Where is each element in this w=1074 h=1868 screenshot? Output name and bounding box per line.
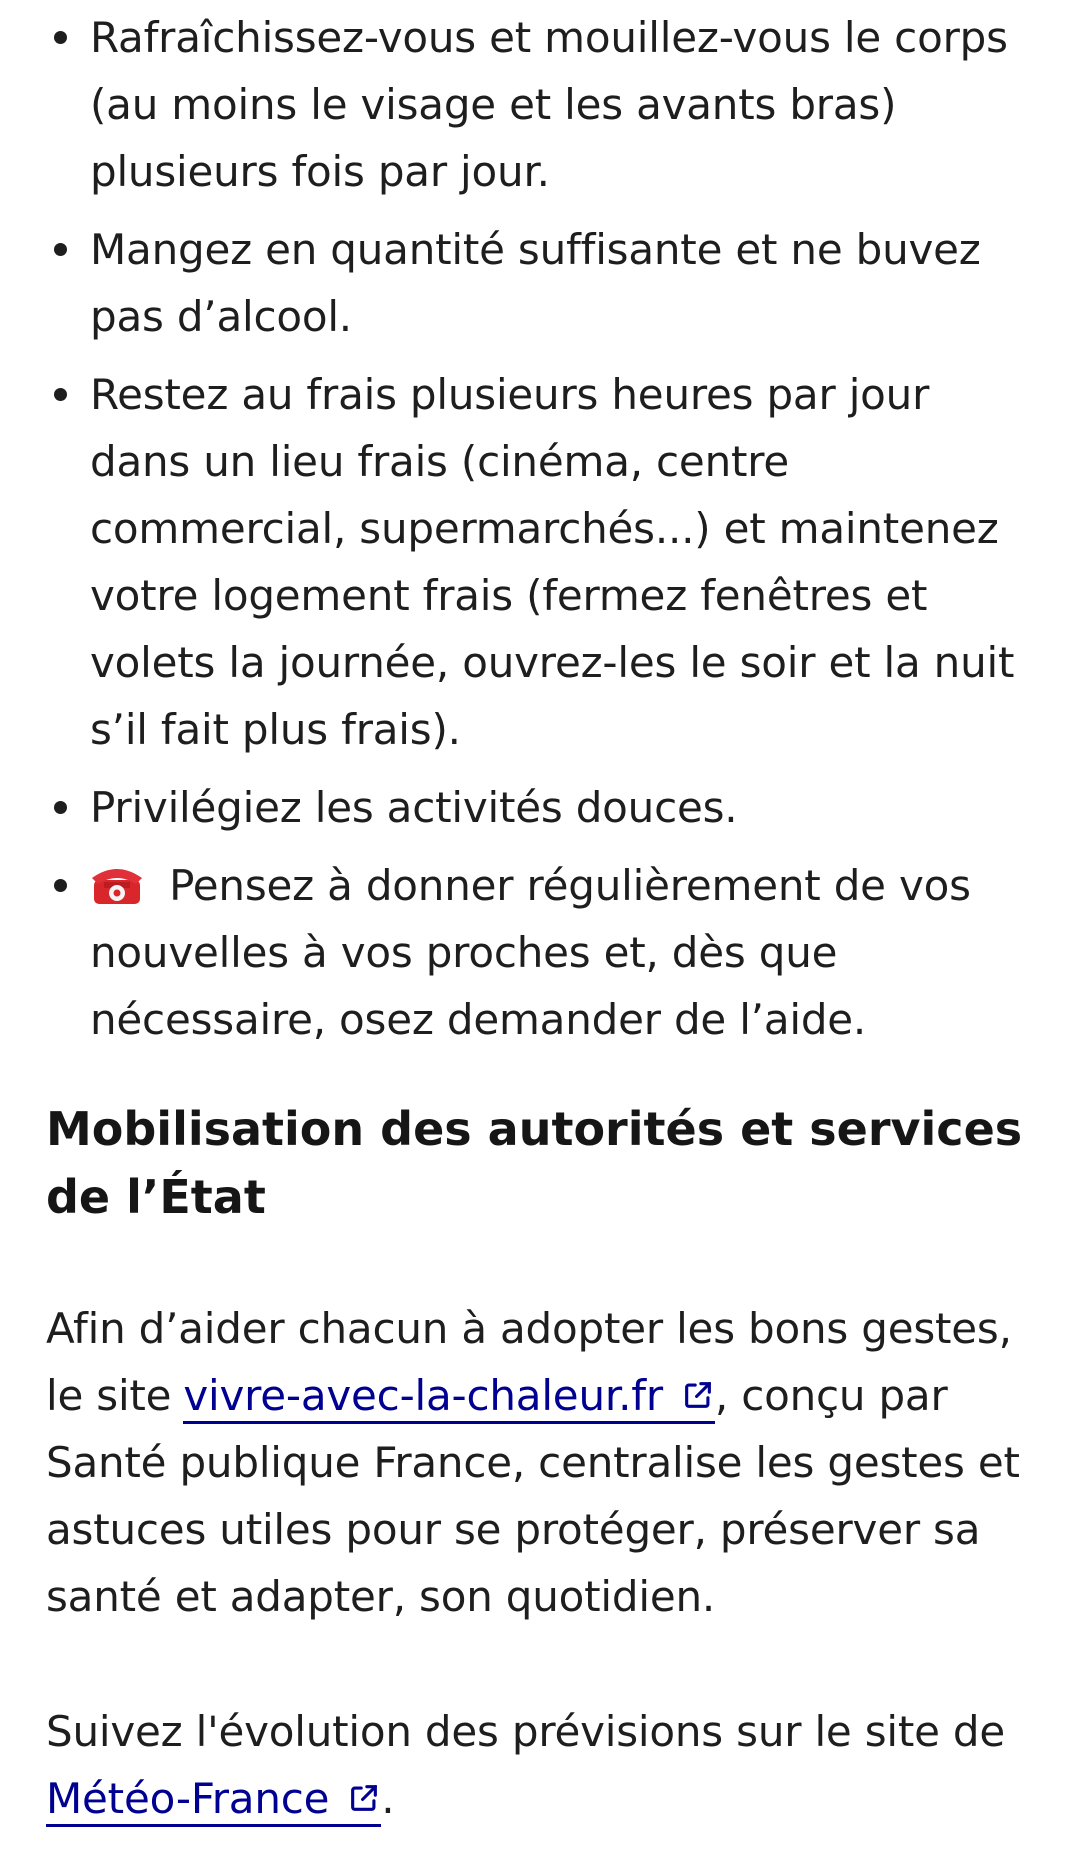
vivre-avec-la-chaleur-link[interactable]: [183, 1371, 715, 1424]
paragraph-text: .: [381, 1774, 395, 1823]
bullet-icon: [54, 243, 67, 256]
list-item-text: Pensez à donner régulièrement de vos nouvelles à vos proches et, dès que nécessaire, osez demander de l’aide.: [90, 861, 971, 1044]
external-link-icon: [681, 1364, 715, 1398]
list-item: [46, 216, 1036, 350]
list-item: [46, 852, 1036, 1053]
list-item-text: Rafraîchissez-vous et mouillez-vous le corps (au moins le visage et les avants bras) plusieurs fois par jour.: [90, 13, 1008, 196]
list-item-text: Privilégiez les activités douces.: [90, 783, 738, 832]
bullet-icon: [54, 801, 67, 814]
bullet-icon: [54, 879, 67, 892]
list-item: [46, 774, 1036, 841]
list-item: [46, 4, 1036, 205]
paragraph-text: , conçu par Santé publique France, centralise les gestes et astuces utiles pour se protéger, préserver sa santé et adapter, son quotidien.: [46, 1371, 1020, 1621]
paragraph-text: Suivez l'évolution des prévisions sur le site de: [46, 1707, 1006, 1756]
bullet-icon: [54, 31, 67, 44]
chaleur-paragraph: [46, 1295, 1036, 1630]
meteo-paragraph: [46, 1698, 1036, 1832]
external-link-icon: [347, 1767, 381, 1801]
link-label: Météo-France: [46, 1774, 330, 1823]
section-title: Mobilisation des autorités et services de l’État: [46, 1102, 1023, 1224]
heat-tips-list: [46, 4, 1036, 1064]
telephone-icon: [90, 858, 144, 902]
list-item-text: Restez au frais plusieurs heures par jour dans un lieu frais (cinéma, centre commercial, supermarchés...) et maintenez votre logement frais (fermez fenêtres et volets la journée, ouvrez-les le soir et la nuit s’il fait plus frais).: [90, 370, 1015, 754]
list-item-text: Mangez en quantité suffisante et ne buvez pas d’alcool.: [90, 225, 981, 341]
link-label: vivre-avec-la-chaleur.fr: [183, 1371, 663, 1420]
paragraph-text: Afin d’aider chacun à adopter les bons gestes, le site: [46, 1304, 1012, 1420]
bullet-icon: [54, 388, 67, 401]
list-item: [46, 361, 1036, 763]
meteo-france-link[interactable]: [46, 1774, 381, 1827]
